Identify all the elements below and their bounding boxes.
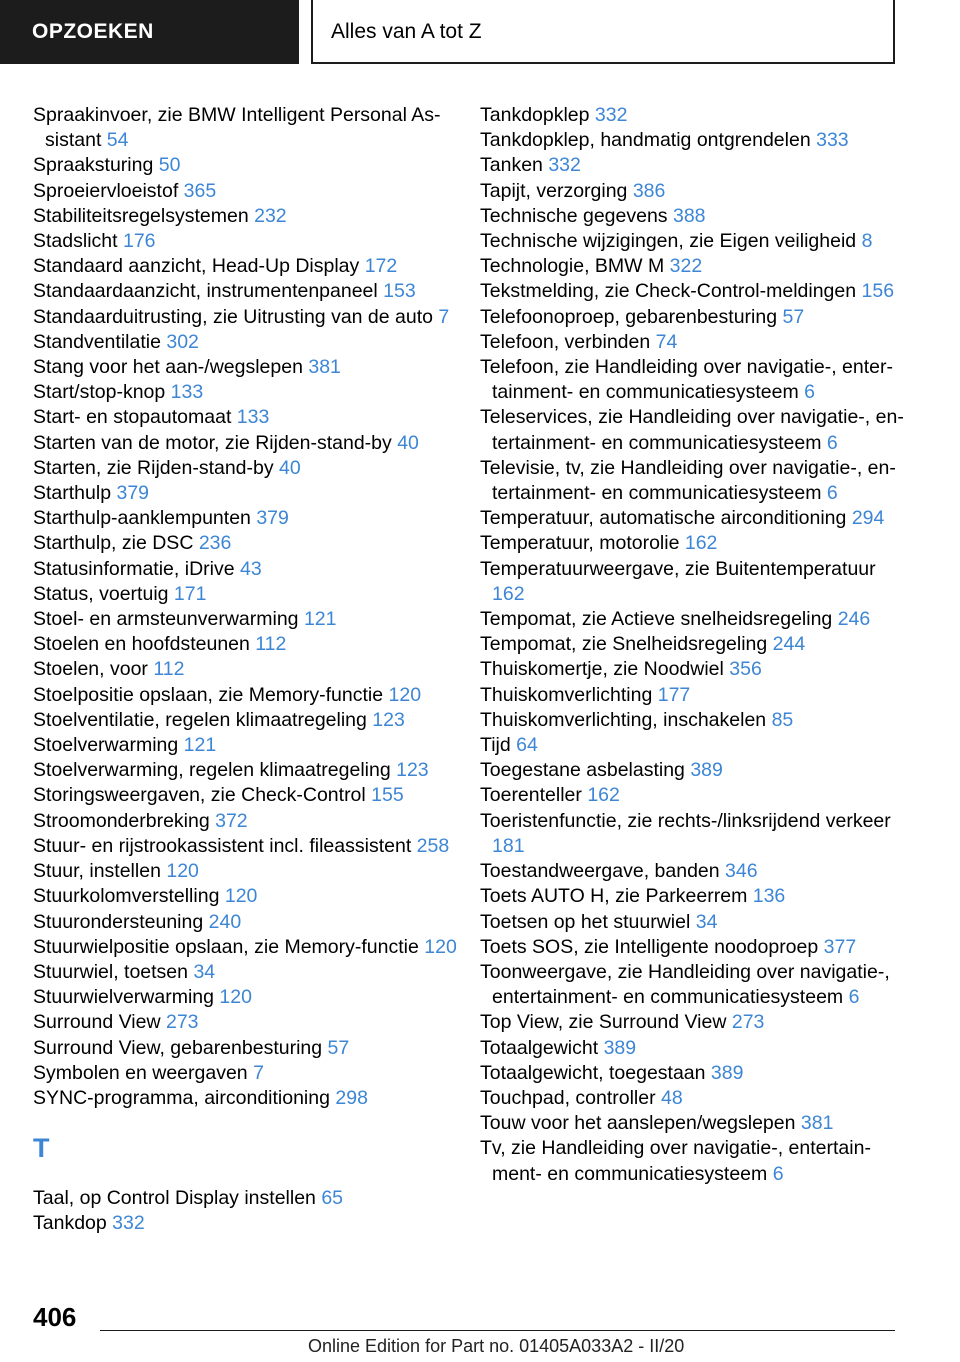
page-reference-link[interactable]: 162: [492, 582, 525, 605]
index-entry-term: Technische wijzigingen, zie Eigen veiligheid: [480, 230, 857, 253]
page-reference-link[interactable]: 232: [254, 204, 287, 227]
page-reference-link[interactable]: 40: [397, 431, 419, 454]
index-entry-term: Stoel- en armsteunverwarming: [33, 608, 299, 631]
index-entry-term: Stuurwiel, toetsen: [33, 960, 189, 983]
index-entry: [33, 456, 458, 481]
page-reference-link[interactable]: 7: [253, 1061, 264, 1084]
index-entry: [33, 380, 458, 405]
page-reference-link[interactable]: 57: [782, 305, 805, 328]
index-entry: [480, 1010, 910, 1035]
page-reference-link[interactable]: 34: [695, 910, 718, 933]
index-entry: [33, 985, 458, 1010]
page-reference-link[interactable]: 273: [731, 1011, 765, 1034]
index-entry-term: Tv, zie Handleiding over navigatie-, entertainment- en communicatiesysteem: [480, 1137, 871, 1185]
index-entry-term: Sproeiervloeistof: [33, 179, 179, 202]
index-entry: [33, 834, 458, 859]
page-reference-link[interactable]: 133: [236, 406, 270, 429]
index-entry-term: Touchpad, controller: [480, 1086, 656, 1109]
index-entry: [480, 330, 910, 355]
index-entry-term: Status, voertuig: [33, 582, 169, 605]
index-entry: [480, 935, 910, 960]
index-entry: [33, 431, 458, 456]
index-entry-term: Telefoon, zie Handleiding over navigatie-, entertainment- en communicatiesysteem: [480, 356, 894, 404]
page-reference-link[interactable]: 120: [224, 885, 258, 908]
index-entry-term: Standaarduitrusting, zie Uitrusting van de auto: [33, 305, 433, 328]
page-reference-link[interactable]: 136: [752, 885, 786, 908]
page-reference-link[interactable]: 381: [800, 1112, 834, 1135]
index-entry-term: Top View, zie Surround View: [480, 1011, 727, 1034]
index-entry-term: Standventilatie: [33, 330, 161, 353]
index-entry-term: Stabiliteitsregelsystemen: [33, 204, 249, 227]
index-entry: [33, 607, 458, 632]
index-entry: [480, 279, 910, 304]
index-entry-term: Standaard aanzicht, Head-Up Display: [33, 255, 360, 278]
index-entry-term: Stuurwielverwarming: [33, 986, 214, 1009]
index-entry: [33, 632, 458, 657]
index-entry-term: Toerenteller: [480, 784, 582, 807]
index-entry-term: Toonweergave, zie Handleiding over navigatie-, entertainment- en communicatiesysteem: [480, 960, 890, 1009]
page-reference-link[interactable]: 389: [603, 1036, 637, 1059]
index-entry: [33, 859, 458, 884]
footer-edition: Online Edition for Part no. 01405A033A2 - II/20: [308, 1336, 685, 1356]
index-entry: [33, 355, 458, 380]
page-reference-link[interactable]: 6: [826, 482, 838, 505]
index-entry-term: Starthulp: [33, 482, 112, 505]
index-entry-term: Totaalgewicht: [480, 1036, 599, 1059]
index-entry: [33, 481, 458, 506]
page-reference-link[interactable]: 57: [327, 1036, 350, 1059]
page-reference-link[interactable]: 43: [240, 557, 262, 580]
index-entry: [33, 1086, 458, 1111]
index-entry: [480, 229, 910, 254]
page-number: 406: [33, 1302, 77, 1332]
page-reference-link[interactable]: 181: [492, 834, 525, 857]
index-entry-term: Tapijt, verzorging: [480, 179, 628, 202]
index-entry: [33, 405, 458, 430]
index-entry-term: Tempomat, zie Snelheidsregeling: [480, 633, 768, 656]
page-reference-link[interactable]: 171: [173, 582, 207, 605]
index-entry: [480, 632, 910, 657]
index-entry: [33, 582, 458, 607]
index-entry: [33, 733, 458, 758]
index-entry: [480, 557, 910, 607]
index-entry: [33, 758, 458, 783]
index-entry-term: Touw voor het aanslepen/wegslepen: [480, 1112, 796, 1135]
index-entry: [480, 1111, 910, 1136]
page-reference-link[interactable]: 172: [364, 255, 398, 278]
index-column-right: [480, 103, 910, 1187]
index-entry-term: Toetsen op het stuurwiel: [480, 910, 691, 933]
index-entry: [33, 935, 458, 960]
index-entry: [480, 884, 910, 909]
index-entry-term: Spraaksturing: [33, 154, 154, 177]
page-reference-link[interactable]: 379: [256, 507, 289, 530]
index-entry-term: Thuiskomverlichting: [480, 683, 653, 706]
index-entry-term: Toets SOS, zie Intelligente noodoproep: [480, 935, 819, 958]
page-reference-link[interactable]: 246: [837, 608, 871, 631]
index-list: [33, 103, 458, 1111]
index-entry: [480, 758, 910, 783]
index-entry-term: Toegestane asbelasting: [480, 759, 685, 782]
index-entry-term: Spraakinvoer, zie BMW Intelligent Personal Assistant: [33, 104, 441, 152]
page-header: [0, 0, 960, 66]
index-entry: [33, 783, 458, 808]
index-entry-term: Thuiskomertje, zie Noodwiel: [480, 658, 724, 681]
index-entry: [480, 708, 910, 733]
index-entry: [33, 103, 458, 153]
page-reference-link[interactable]: 258: [416, 834, 450, 857]
page-reference-link[interactable]: 346: [725, 860, 758, 883]
page-reference-link[interactable]: 244: [772, 633, 806, 656]
index-entry: [480, 859, 910, 884]
index-entry: [33, 1186, 458, 1211]
index-entry: [480, 506, 910, 531]
index-entry: [480, 355, 910, 405]
page-reference-link[interactable]: 240: [208, 910, 242, 933]
page-reference-link[interactable]: 294: [851, 507, 885, 530]
index-entry-term: Stroomonderbreking: [33, 809, 210, 832]
index-entry-term: Thuiskomverlichting, inschakelen: [480, 708, 767, 731]
index-entry-term: Technische gegevens: [480, 204, 668, 227]
index-entry: [480, 305, 910, 330]
page-reference-link[interactable]: 333: [816, 129, 849, 152]
index-entry-term: Technologie, BMW M: [480, 255, 665, 278]
index-entry: [480, 809, 910, 859]
index-entry: [480, 1061, 910, 1086]
index-entry-term: Stoelverwarming, regelen klimaatregeling: [33, 759, 391, 782]
index-entry-term: Standaardaanzicht, instrumentenpaneel: [33, 280, 378, 303]
page-reference-link[interactable]: 120: [424, 935, 457, 958]
index-entry-term: Start- en stopautomaat: [33, 406, 232, 429]
page-reference-link[interactable]: 162: [684, 532, 718, 555]
index-entry: [480, 607, 910, 632]
index-entry-term: Stoelpositie opslaan, zie Memory-functie: [33, 683, 384, 706]
index-entry: [480, 405, 910, 455]
index-entry-term: Surround View: [33, 1011, 161, 1034]
index-entry: [480, 128, 910, 153]
index-entry-term: Tempomat, zie Actieve snelheidsregeling: [480, 608, 833, 631]
index-list: [480, 103, 910, 1187]
page-reference-link[interactable]: 365: [183, 179, 217, 202]
index-entry: [480, 733, 910, 758]
index-entry: [33, 229, 458, 254]
index-letter-heading: T: [33, 1133, 50, 1164]
index-entry: [33, 557, 458, 582]
index-entry-term: Tanken: [480, 154, 543, 177]
index-entry-term: Tankdopklep, handmatig ontgrendelen: [480, 129, 811, 152]
page-reference-link[interactable]: 381: [308, 356, 341, 379]
index-entry-term: Statusinformatie, iDrive: [33, 557, 235, 580]
index-entry-term: Starten van de motor, zie Rijden-stand-by: [33, 431, 392, 454]
index-entry-term: Stoelverwarming: [33, 734, 179, 757]
page-reference-link[interactable]: 156: [861, 280, 895, 303]
index-entry-term: Stuurkolomverstelling: [33, 885, 220, 908]
page-reference-link[interactable]: 85: [771, 708, 794, 731]
index-entry: [480, 910, 910, 935]
index-entry-term: Toeristenfunctie, zie rechts-/linksrijdend verkeer: [480, 809, 891, 832]
index-entry-term: SYNC-programma, airconditioning: [33, 1086, 330, 1109]
index-entry: [33, 960, 458, 985]
index-entry: [480, 657, 910, 682]
index-entry-term: Tankdop: [33, 1212, 107, 1235]
footer-divider: [100, 1330, 895, 1331]
index-entry: [480, 153, 910, 178]
page-reference-link[interactable]: 50: [158, 154, 181, 177]
page-reference-link[interactable]: 8: [861, 230, 873, 253]
page-reference-link[interactable]: 177: [657, 683, 691, 706]
page-reference-link[interactable]: 6: [848, 986, 860, 1009]
page-reference-link[interactable]: 40: [279, 456, 301, 479]
index-entry-term: Surround View, gebarenbesturing: [33, 1036, 323, 1059]
page-reference-link[interactable]: 379: [116, 482, 150, 505]
index-entry: [33, 884, 458, 909]
index-entry-term: Starthulp, zie DSC: [33, 532, 194, 555]
index-entry: [33, 279, 458, 304]
index-entry-term: Temperatuur, automatische airconditioning: [480, 507, 847, 530]
index-entry: [33, 1061, 458, 1086]
index-entry-term: Stuurondersteuning: [33, 910, 204, 933]
index-entry: [33, 305, 458, 330]
page-reference-link[interactable]: 6: [826, 431, 838, 454]
index-entry: [33, 153, 458, 178]
page-reference-link[interactable]: 332: [548, 154, 581, 177]
index-entry-term: Start/stop-knop: [33, 381, 166, 404]
index-entry-term: Teleservices, zie Handleiding over navigatie-, entertainment- en communicatiesysteem: [480, 406, 904, 454]
index-entry-term: Stoelventilatie, regelen klimaatregeling: [33, 708, 367, 731]
page-reference-link[interactable]: 356: [729, 658, 762, 681]
index-entry-term: Stuurwielpositie opslaan, zie Memory-functie: [33, 935, 419, 958]
index-entry-term: Totaalgewicht, toegestaan: [480, 1061, 706, 1084]
page-reference-link[interactable]: 133: [170, 381, 204, 404]
index-entry-term: Stoelen en hoofdsteunen: [33, 633, 250, 656]
page-reference-link[interactable]: 120: [219, 986, 252, 1009]
page-reference-link[interactable]: 155: [371, 784, 404, 807]
section-tab: OPZOEKEN: [0, 0, 299, 64]
page-reference-link[interactable]: 74: [655, 330, 678, 353]
index-entry: [33, 330, 458, 355]
index-entry: [33, 254, 458, 279]
page-reference-link[interactable]: 120: [166, 860, 199, 883]
page-reference-link[interactable]: 388: [672, 204, 706, 227]
page-reference-link[interactable]: 162: [587, 784, 620, 807]
page-reference-link[interactable]: 389: [710, 1061, 744, 1084]
index-entry-term: Stadslicht: [33, 230, 118, 253]
index-entry: [33, 683, 458, 708]
index-entry: [480, 783, 910, 808]
index-entry-term: Tankdopklep: [480, 104, 590, 126]
index-entry-term: Toestandweergave, banden: [480, 860, 720, 883]
index-entry: [33, 506, 458, 531]
page-reference-link[interactable]: 64: [516, 734, 538, 757]
index-entry: [480, 179, 910, 204]
index-entry: [33, 657, 458, 682]
page-reference-link[interactable]: 112: [255, 633, 287, 656]
page-reference-link[interactable]: 121: [183, 734, 217, 757]
page-reference-link[interactable]: 298: [335, 1086, 368, 1109]
index-entry: [33, 531, 458, 556]
index-entry-term: Stuur- en rijstrookassistent incl. fileassistent: [33, 834, 412, 857]
index-entry-term: Tekstmelding, zie Check-Control-meldingen: [480, 280, 857, 303]
page-reference-link[interactable]: 236: [198, 532, 232, 555]
page-reference-link[interactable]: 112: [153, 658, 185, 681]
page-reference-link[interactable]: 273: [165, 1011, 199, 1034]
index-entry: [33, 1010, 458, 1035]
page-reference-link[interactable]: 123: [372, 708, 405, 731]
index-entry-term: Taal, op Control Display instellen: [33, 1187, 316, 1210]
index-entry: [480, 103, 910, 128]
index-entry: [33, 1036, 458, 1061]
page-title: Alles van A tot Z: [311, 0, 895, 64]
index-entry: [480, 960, 910, 1010]
index-entry: [480, 531, 910, 556]
index-entry: [480, 204, 910, 229]
page-reference-link[interactable]: 372: [215, 809, 248, 832]
index-entry-term: Storingsweergaven, zie Check-Control: [33, 784, 366, 807]
index-entry: [480, 254, 910, 279]
index-entry-term: Stang voor het aan-/wegslepen: [33, 356, 303, 379]
page-reference-link[interactable]: 123: [396, 759, 429, 782]
page-reference-link[interactable]: 153: [383, 280, 416, 303]
index-entry: [33, 204, 458, 229]
index-column-left: [33, 103, 458, 1237]
page-reference-link[interactable]: 322: [669, 255, 703, 278]
index-entry-term: Temperatuur, motorolie: [480, 532, 680, 555]
index-entry: [480, 456, 910, 506]
index-entry-term: Telefoonoproep, gebarenbesturing: [480, 305, 778, 328]
index-entry: [33, 1211, 458, 1236]
index-entry-term: Telefoon, verbinden: [480, 330, 651, 353]
page-reference-link[interactable]: 48: [661, 1086, 683, 1109]
index-entry: [480, 1036, 910, 1061]
page-reference-link[interactable]: 377: [823, 935, 857, 958]
index-entry: [33, 708, 458, 733]
index-entry: [33, 809, 458, 834]
index-entry: [480, 1136, 910, 1186]
page-reference-link[interactable]: 302: [166, 330, 199, 353]
index-entry: [33, 179, 458, 204]
index-entry-term: Tijd: [480, 734, 511, 757]
page-reference-link[interactable]: 6: [772, 1162, 784, 1185]
page-reference-link[interactable]: 6: [804, 381, 815, 404]
page-reference-link[interactable]: 386: [632, 179, 666, 202]
page-reference-link[interactable]: 34: [193, 960, 216, 983]
page-reference-link[interactable]: 121: [303, 608, 337, 631]
page-reference-link[interactable]: 120: [388, 683, 422, 706]
index-entry: [480, 683, 910, 708]
index-entry-term: Symbolen en weergaven: [33, 1061, 248, 1084]
page-reference-link[interactable]: 332: [594, 104, 628, 126]
page-reference-link[interactable]: 54: [106, 129, 129, 152]
page-reference-link[interactable]: 65: [321, 1187, 344, 1210]
index-entry-term: Stuur, instellen: [33, 860, 161, 883]
index-entry-term: Starten, zie Rijden-stand-by: [33, 456, 274, 479]
page-reference-link[interactable]: 389: [690, 759, 723, 782]
index-entry-term: Toets AUTO H, zie Parkeerrem: [480, 885, 748, 908]
page-reference-link[interactable]: 332: [112, 1212, 145, 1235]
index-entry-term: Stoelen, voor: [33, 658, 148, 681]
index-list: [33, 1186, 458, 1236]
index-entry-term: Starthulp-aanklempunten: [33, 507, 251, 530]
index-entry-term: Temperatuurweergave, zie Buitentemperatuur: [480, 557, 876, 580]
page-reference-link[interactable]: 7: [438, 305, 450, 328]
index-entry-term: Televisie, tv, zie Handleiding over navigatie-, entertainment- en communicatiesysteem: [480, 456, 896, 505]
index-entry: [33, 910, 458, 935]
index-entry: [480, 1086, 910, 1111]
page-reference-link[interactable]: 176: [122, 230, 156, 253]
